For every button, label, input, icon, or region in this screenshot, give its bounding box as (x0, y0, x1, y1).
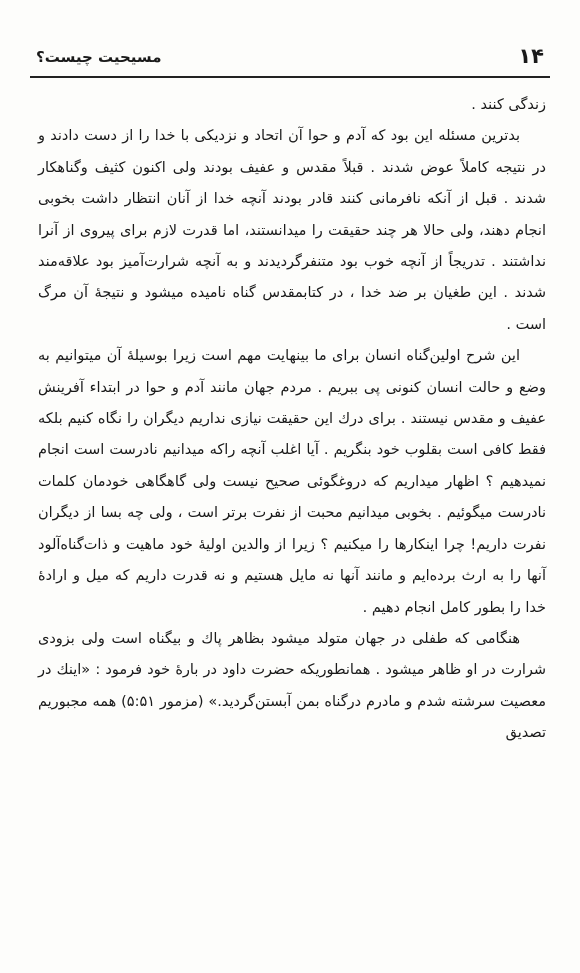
running-title: مسیحیت چیست؟ (36, 48, 162, 66)
header-rule (30, 76, 550, 78)
body-text (38, 90, 546, 750)
paragraph-continuation: زندگی کنند . (471, 97, 546, 113)
page-header (30, 40, 550, 74)
paragraph-child-born: هنگامی که طفلی در جهان متولد میشود بظاهر پاك و بیگناه است ولی بزودی شرارت در او ظاهر میشود . همانطوریکه حضرت داود در بارهٔ خود فرمود : «اینك در معصیت سرشته شدم و مادرم درگناه بمن آبستن‌گردید.» (مزمور ۵:۵۱) همه مجبوریم تصدیق (38, 630, 547, 742)
paragraph-adam-eve: بدترین مسئله این بود که آدم و حوا آن اتحاد و نزدیکی با خدا را از دست دادند و در نتیجه کاملاً عوض شدند . قبلاً مقدس و عفیف بودند ولی اکنون کثیف وگناهکار شدند . قبل از آنکه نافرمانی کنند قادر بودند آنچه خدا از آنان انتظار داشت بخوبی انجام دهند، ولی حالا هر چند حقیقت را میدانستند، اما قدرت لازم برای پیروی از آنرا نداشتند . تدریجاً از آنچه خوب بود متنفرگردیدند و به آنچه شرارت‌آمیز بود علاقه‌مند شدند . این طغیان بر ضد خدا ، در کتابمقدس گناه نامیده میشود و نتیجهٔ آن مرگ است . (38, 128, 546, 333)
page-number: ۱۴ (518, 44, 544, 68)
paragraph-first-sin: این شرح اولین‌گناه انسان برای ما بینهایت مهم است زیرا بوسیلهٔ آن میتوانیم به وضع و حالت انسان کنونی پی ببریم . مردم جهان مانند آدم و حوا در ابتداء آفرینش عفیف و مقدس نیستند . برای درك این حقیقت نیازی نداریم دیگران را نگاه کنیم بلکه فقط کافی است بقلوب خود بنگریم . آیا اغلب آنچه راکه میدانیم نادرست است انجام نمیدهیم ؟ اظهار میداریم که دروغگوئی صحیح نیست ولی گاهگاهی خودمان کلمات نادرست میگوئیم . بخوبی میدانیم محبت از نفرت برتر است ، ولی چه بسا از دیگران نفرت داریم! چرا اینکارها را میکنیم ؟ زیرا از والدین اولیهٔ خود ماهیت و ذات‌گناه‌آلود آنها را به ارث برده‌ایم و مانند آنها نه مایل هستیم و نه قدرت داریم که میل و ارادهٔ خدا را بطور کامل انجام دهیم . (38, 348, 546, 616)
